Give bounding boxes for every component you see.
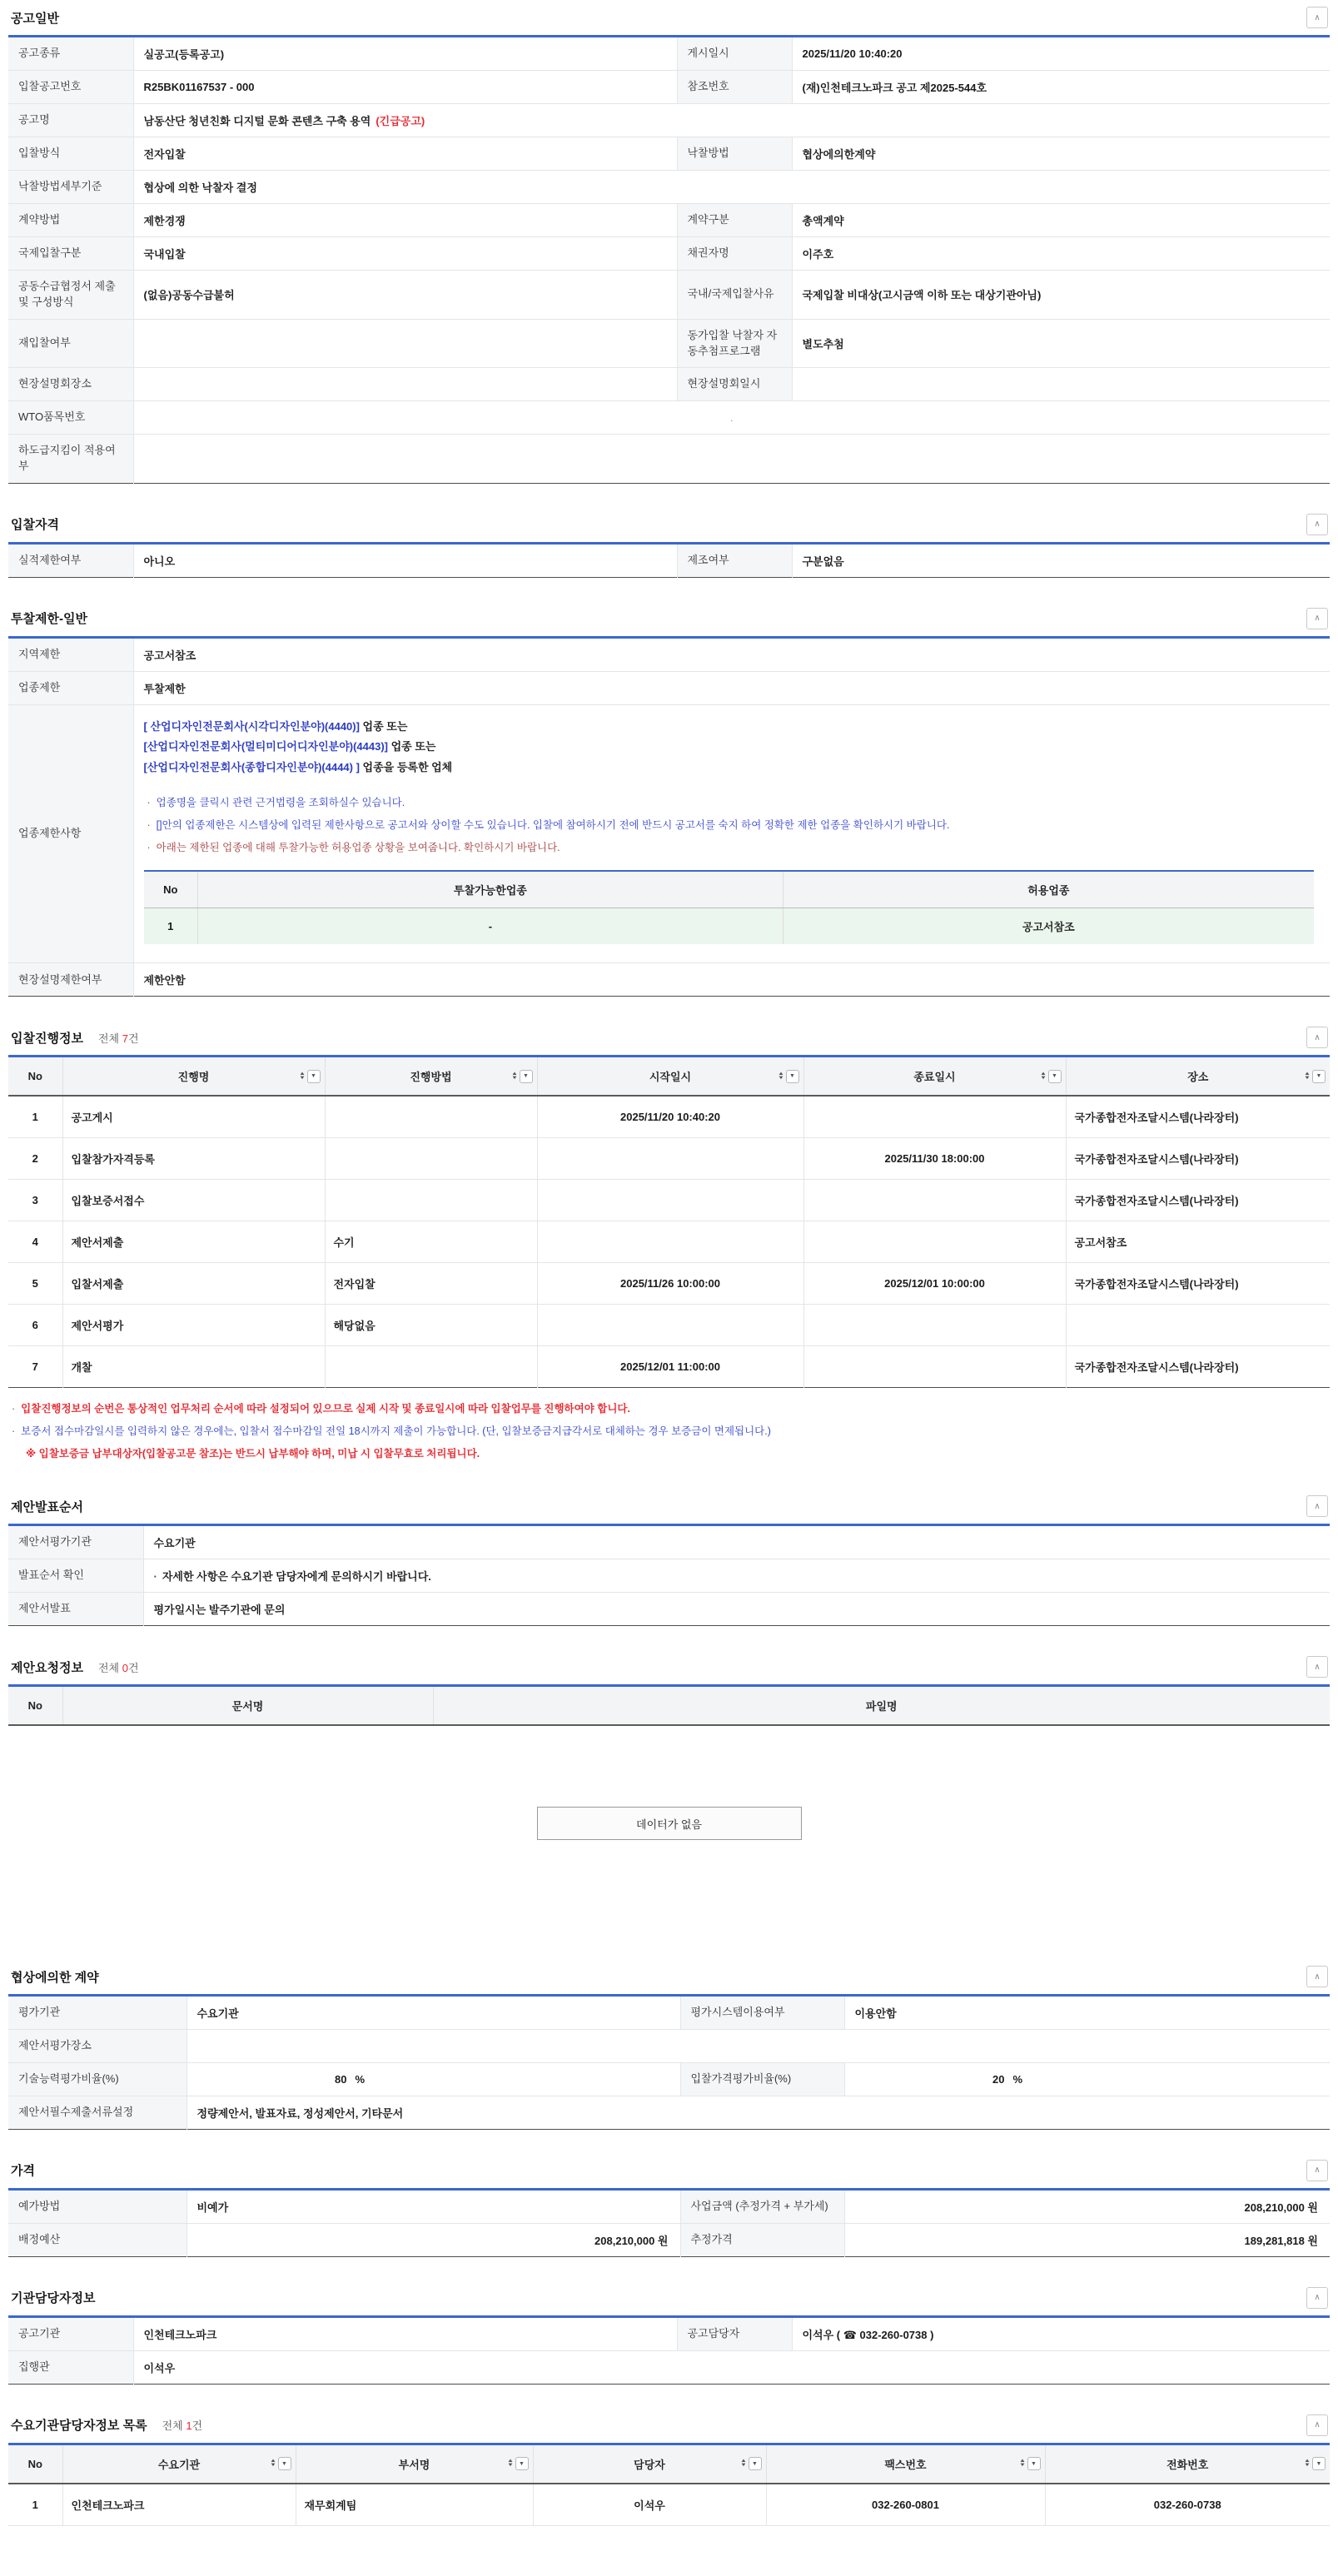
- collapse-button[interactable]: [1306, 2287, 1328, 2309]
- chevron-up-icon: ∧: [1314, 614, 1321, 624]
- field-label: 집행관: [8, 2350, 133, 2384]
- table-row: [8, 171, 1330, 204]
- field-label: 낙찰방법: [677, 137, 792, 171]
- field-value: (없음)공동수급불허: [133, 271, 677, 320]
- field-label: 입찰방식: [8, 137, 133, 171]
- sort-control[interactable]: [1305, 1070, 1326, 1083]
- column-header-no: No: [8, 1057, 62, 1097]
- field-value: 평가일시는 발주기관에 문의: [153, 1604, 286, 1617]
- column-header: 수요기관 ▲ ▼ ▼: [62, 2444, 296, 2484]
- filter-dropdown-icon[interactable]: ▼: [1048, 1070, 1062, 1083]
- industry-line-text: 업종을 등록한 업체: [359, 761, 453, 774]
- industry-link[interactable]: [산업디자인전문회사(멀티미디어디자인분야)(4443)]: [143, 740, 388, 753]
- table-row: [8, 401, 1330, 435]
- progress-notes: [8, 1388, 1330, 1465]
- collapse-button[interactable]: [1306, 1495, 1328, 1517]
- section-title-qualification: 입찰자격: [11, 518, 59, 533]
- chevron-up-icon: ∧: [1314, 1662, 1321, 1672]
- table-row: [8, 2096, 1330, 2129]
- note-line: [12, 1398, 1326, 1420]
- sort-control[interactable]: [271, 2457, 291, 2470]
- field-label: 제안서평가장소: [8, 2030, 187, 2063]
- sort-control[interactable]: [1041, 1070, 1062, 1083]
- note-text: 보증서 접수마감일시를 입력하지 않은 경우에는, 입찰서 접수마감일 전일 18시까지 제출이 가능합니다. (단, 입찰보증금지급각서로 대체하는 경우 보증금이 면제됩니다.): [21, 1425, 771, 1438]
- field-label: 제안서필수제출서류설정: [8, 2096, 187, 2129]
- collapse-button[interactable]: [1306, 608, 1328, 629]
- count-number: 1: [186, 2419, 192, 2433]
- field-label: 업종제한: [8, 671, 133, 704]
- chevron-up-icon: ∧: [1314, 2420, 1321, 2430]
- collapse-button[interactable]: [1306, 2160, 1328, 2181]
- note-text: 업종명을 클릭시 관련 근거법령을 조회하실수 있습니다.: [156, 796, 405, 808]
- filter-dropdown-icon[interactable]: ▼: [1312, 2457, 1326, 2470]
- cell-phone: 032-260-0738: [1153, 2498, 1221, 2511]
- field-value: [133, 368, 677, 401]
- bullet-icon: ·: [147, 796, 151, 808]
- field-value: 이석우: [143, 2361, 176, 2375]
- industry-line: [144, 717, 1321, 738]
- sort-control[interactable]: [512, 1070, 533, 1083]
- field-value: 실공고(등록공고): [133, 37, 677, 71]
- allowed-industry-table: [144, 870, 1314, 944]
- filter-dropdown-icon[interactable]: ▼: [1312, 1070, 1326, 1083]
- business-amount: 208,210,000 원: [844, 2189, 1330, 2223]
- section-agency-contact: [8, 2282, 1330, 2385]
- field-label: 국제입찰구분: [8, 237, 133, 271]
- table-row: 3 입찰보증서접수 국가종합전자조달시스템(나라장터): [8, 1180, 1330, 1221]
- sort-icon: ▲ ▼: [506, 2459, 514, 2469]
- filter-dropdown-icon[interactable]: ▼: [278, 2457, 291, 2470]
- field-label: 현장설명회일시: [677, 368, 792, 401]
- industry-restriction-detail: [133, 704, 1330, 963]
- field-value: 협상에의한계약: [792, 137, 1330, 171]
- section-general: [8, 2, 1330, 484]
- restriction-table: [8, 636, 1330, 997]
- table-row: [8, 368, 1330, 401]
- field-value: 제한안함: [143, 974, 186, 987]
- chevron-up-icon: ∧: [1314, 1501, 1321, 1511]
- column-header-no: No: [8, 1686, 62, 1726]
- tech-eval-ratio: 80: [335, 2072, 347, 2086]
- field-value: 협상에 의한 낙찰자 결정: [133, 171, 1330, 204]
- note-line: [144, 837, 1321, 859]
- industry-link[interactable]: [ 산업디자인전문회사(시각디자인분야)(4440)]: [143, 719, 360, 733]
- section-demand-header: [8, 2409, 1330, 2443]
- section-title-restriction: 투찰제한-일반: [11, 612, 87, 627]
- collapse-button[interactable]: [1306, 7, 1328, 28]
- field-label: 발표순서 확인: [8, 1559, 143, 1593]
- sort-icon: ▲ ▼: [777, 1071, 784, 1081]
- field-label: 공고기관: [8, 2316, 133, 2350]
- urgent-badge: (긴급공고): [376, 115, 425, 127]
- section-price-header: [8, 2155, 1330, 2188]
- total-count: 전체 1건: [162, 2419, 203, 2433]
- field-value: R25BK01167537 - 000: [133, 71, 677, 104]
- contact-with-phone: 이석우 ( ☎ 032-260-0738 ): [792, 2316, 1330, 2350]
- field-value: 별도추첨: [792, 319, 1330, 368]
- qualification-table: [8, 542, 1330, 578]
- notice-name: 남동산단 청년친화 디지털 문화 콘텐츠 구축 용역: [143, 115, 371, 127]
- table-header-row: [8, 1057, 1330, 1097]
- table-row: [8, 137, 1330, 171]
- field-value: 총액계약: [792, 204, 1330, 237]
- section-restriction-header: [8, 603, 1330, 636]
- sort-icon: ▲ ▼: [269, 2459, 276, 2469]
- field-value: 정량제안서, 발표자료, 정성제안서, 기타문서: [196, 2106, 404, 2120]
- field-label: 하도급지킴이 적용여부: [8, 435, 133, 484]
- section-title-request: 제안요청정보: [11, 1660, 83, 1675]
- field-value: 비예가: [187, 2189, 680, 2223]
- field-value: 투찰제한: [133, 671, 1330, 704]
- table-row: [8, 237, 1330, 271]
- section-title-negotiation: 협상에의한 계약: [11, 1970, 99, 1985]
- column-header: No: [144, 871, 198, 908]
- table-row: [8, 543, 1330, 577]
- field-label: 동가입찰 낙찰자 자동추첨프로그램: [677, 319, 792, 368]
- field-label: 공고종류: [8, 37, 133, 71]
- section-agency-header: [8, 2282, 1330, 2315]
- field-label: WTO품목번호: [8, 401, 133, 435]
- table-row: [8, 2223, 1330, 2256]
- count-number: 0: [122, 1661, 128, 1674]
- field-label: 참조번호: [677, 71, 792, 104]
- column-header: 투찰가능한업종: [198, 871, 783, 908]
- cell-biddable-industry: -: [198, 908, 783, 945]
- table-row: [8, 1593, 1330, 1626]
- field-value: 수요기관: [187, 1996, 680, 2030]
- count-number: 7: [122, 1032, 128, 1045]
- chevron-up-icon: ∧: [1314, 2293, 1321, 2303]
- field-label: 지역제한: [8, 637, 133, 671]
- cell-fax: 032-260-0801: [766, 2484, 1045, 2526]
- column-header: 진행명 ▲ ▼ ▼: [62, 1057, 325, 1097]
- chevron-up-icon: ∧: [1314, 1972, 1321, 1982]
- filter-dropdown-icon[interactable]: ▼: [515, 2457, 529, 2470]
- field-value: [133, 435, 1330, 484]
- table-row: [8, 435, 1330, 484]
- general-info-table: [8, 35, 1330, 484]
- table-row: [8, 2062, 1330, 2096]
- field-value: 국내입찰: [133, 237, 677, 271]
- negotiation-table: [8, 1994, 1330, 2130]
- field-value: 제한경쟁: [133, 204, 677, 237]
- chevron-up-icon: ∧: [1314, 2166, 1321, 2176]
- filter-dropdown-icon[interactable]: ▼: [749, 2457, 762, 2470]
- total-count: 전체 0건: [97, 1661, 139, 1674]
- table-row: [8, 71, 1330, 104]
- field-label: 국내/국제입찰사유: [677, 271, 792, 320]
- note-text: 입찰진행정보의 순번은 통상적인 업무처리 순서에 따라 설정되어 있으므로 실제 시작 및 종료일시에 따라 입찰업무를 진행하여야 합니다.: [21, 1403, 630, 1415]
- section-progress: [8, 1022, 1330, 1465]
- column-header: 파일명: [433, 1686, 1330, 1726]
- field-label: 사업금액 (추정가격 + 부가세): [680, 2189, 844, 2223]
- sort-control[interactable]: [508, 2457, 529, 2470]
- field-value: 2025/11/20 10:40:20: [792, 37, 1330, 71]
- field-value: · 자세한 사항은 수요기관 담당자에게 문의하시기 바랍니다.: [143, 1559, 1330, 1593]
- field-label: 제안서발표: [8, 1593, 143, 1626]
- field-value: 아니오: [133, 543, 677, 577]
- field-label: 평가기관: [8, 1996, 187, 2030]
- sort-icon: ▲ ▼: [298, 1071, 306, 1081]
- filter-dropdown-icon[interactable]: ▼: [786, 1070, 799, 1083]
- cell-no: 1: [144, 908, 198, 945]
- table-row: [8, 2030, 1330, 2063]
- section-request-info: [8, 1651, 1330, 1840]
- column-header: 문서명: [62, 1686, 433, 1726]
- table-row: 1 공고게시 2025/11/20 10:40:20 국가종합전자조달시스템(나라장터): [8, 1096, 1330, 1138]
- field-label: 공고담당자: [677, 2316, 792, 2350]
- estimated-price: 189,281,818 원: [1244, 2234, 1318, 2247]
- table-header-row: [144, 871, 1314, 908]
- section-price: [8, 2155, 1330, 2257]
- column-header: 담당자 ▲ ▼ ▼: [533, 2444, 766, 2484]
- table-row: [8, 271, 1330, 320]
- cell-contact-person: 이석우: [533, 2484, 766, 2526]
- cell-no: 1: [8, 2484, 62, 2526]
- field-value: 수요기관: [143, 1525, 1330, 1559]
- field-value: 이주호: [792, 237, 1330, 271]
- chevron-up-icon: ∧: [1314, 520, 1321, 530]
- bullet-icon: ·: [147, 841, 151, 853]
- field-value: (재)인천테크노파크 공고 제2025-544호: [792, 71, 1330, 104]
- bullet-icon: ·: [12, 1403, 16, 1415]
- industry-line: [144, 758, 1321, 778]
- field-value: 전자입찰: [133, 137, 677, 171]
- field-label: 실적제한여부: [8, 543, 133, 577]
- cell-allowed-industry: 공고서참조: [783, 908, 1314, 945]
- section-request-header: [8, 1651, 1330, 1684]
- note-text: ※ 입찰보증금 납부대상자(입찰공고문 참조)는 반드시 납부해야 하며, 미납 시 입찰무효로 처리됩니다.: [26, 1448, 480, 1460]
- section-title-demand: 수요기관담당자정보 목록: [11, 2419, 147, 2434]
- section-qualification: [8, 509, 1330, 578]
- table-row: [8, 704, 1330, 963]
- request-documents-table: [8, 1684, 1330, 1726]
- field-label: 기술능력평가비율(%): [8, 2062, 187, 2096]
- industry-line-text: 업종 또는: [359, 719, 408, 733]
- table-row: [8, 1996, 1330, 2030]
- section-title-progress: 입찰진행정보: [11, 1031, 83, 1046]
- section-progress-header: [8, 1022, 1330, 1055]
- table-row: [8, 2316, 1330, 2350]
- sort-control[interactable]: [300, 1070, 321, 1083]
- price-table: [8, 2188, 1330, 2257]
- industry-line-text: 업종 또는: [388, 740, 436, 753]
- field-value: [792, 368, 1330, 401]
- sort-icon: ▲ ▼: [1018, 2459, 1026, 2469]
- field-label: 평가시스템이용여부: [680, 1996, 844, 2030]
- field-value: 인천테크노파크: [133, 2316, 677, 2350]
- table-row: [8, 1559, 1330, 1593]
- field-label: 게시일시: [677, 37, 792, 71]
- cell-department: 재무회계팀: [296, 2484, 533, 2526]
- section-qualification-header: [8, 509, 1330, 542]
- field-value: [133, 104, 1330, 137]
- field-label: 채권자명: [677, 237, 792, 271]
- collapse-button[interactable]: [1306, 514, 1328, 535]
- section-demand-contacts: [8, 2409, 1330, 2526]
- demand-contacts-table: [8, 2443, 1330, 2526]
- field-label: 추정가격: [680, 2223, 844, 2256]
- section-title-agency: 기관담당자정보: [11, 2291, 96, 2306]
- collapse-button[interactable]: [1306, 1027, 1328, 1048]
- section-general-header: [8, 2, 1330, 35]
- restriction-notes: [144, 792, 1321, 859]
- table-row: 2 입찰참가자격등록 2025/11/30 18:00:00 국가종합전자조달시스템(나라장터): [8, 1138, 1330, 1180]
- field-label: 업종제한사항: [8, 704, 133, 963]
- sort-control[interactable]: [778, 1070, 799, 1083]
- field-value: 공고서참조: [133, 637, 1330, 671]
- table-row: [8, 319, 1330, 368]
- sort-control[interactable]: [1305, 2457, 1326, 2470]
- column-header: 허용업종: [783, 871, 1314, 908]
- field-value: 국제입찰 비대상(고시금액 이하 또는 대상기관아님): [792, 271, 1330, 320]
- price-eval-ratio: 20: [992, 2072, 1005, 2086]
- column-header: 시작일시 ▲ ▼ ▼: [537, 1057, 803, 1097]
- table-row: [8, 2484, 1330, 2526]
- field-label: 현장설명제한여부: [8, 963, 133, 997]
- note-text: []안의 업종제한은 시스템상에 입력된 제한사항으로 공고서와 상이할 수도 있습니다. 입찰에 참여하시기 전에 반드시 공고서를 숙지 하여 정확한 제한 업종을 확인하시기 바랍니다.: [156, 818, 950, 831]
- sort-icon: ▲ ▼: [1039, 1071, 1047, 1081]
- field-value: 구분없음: [802, 554, 844, 568]
- bullet-icon: ·: [153, 1570, 157, 1584]
- industry-link[interactable]: [산업디자인전문회사(종합디자인분야)(4444) ]: [143, 761, 360, 774]
- field-label: 입찰공고번호: [8, 71, 133, 104]
- column-header: 팩스번호 ▲ ▼ ▼: [766, 2444, 1045, 2484]
- table-row: 7 개찰 2025/12/01 11:00:00 국가종합전자조달시스템(나라장터): [8, 1346, 1330, 1388]
- table-row: [144, 908, 1314, 945]
- note-line: [144, 814, 1321, 837]
- section-title-presentation: 제안발표순서: [11, 1499, 83, 1514]
- sort-icon: ▲ ▼: [1304, 2459, 1311, 2469]
- cell-demand-org: 인천테크노파크: [62, 2484, 296, 2526]
- field-value: 20 %: [844, 2062, 1330, 2096]
- section-negotiation: [8, 1961, 1330, 2130]
- field-value: [133, 319, 677, 368]
- filter-dropdown-icon[interactable]: ▼: [1027, 2457, 1041, 2470]
- column-header: 전화번호 ▲ ▼ ▼: [1045, 2444, 1330, 2484]
- table-row: [8, 104, 1330, 137]
- sort-control[interactable]: [741, 2457, 762, 2470]
- industry-line: [144, 737, 1321, 758]
- table-row: 6 제안서평가 해당없음: [8, 1305, 1330, 1346]
- column-header: 부서명 ▲ ▼ ▼: [296, 2444, 533, 2484]
- collapse-button[interactable]: [1306, 1966, 1328, 1987]
- sort-icon: ▲ ▼: [739, 2459, 747, 2469]
- field-label: 현장설명회장소: [8, 368, 133, 401]
- note-line: [12, 1443, 1326, 1465]
- table-row: [8, 37, 1330, 71]
- field-label: 낙찰방법세부기준: [8, 171, 133, 204]
- field-label: 배정예산: [8, 2223, 187, 2256]
- chevron-up-icon: ∧: [1314, 1032, 1321, 1042]
- total-count: 전체 7건: [97, 1032, 139, 1045]
- section-restriction: [8, 603, 1330, 997]
- no-data-box: 데이터가 없음: [537, 1807, 802, 1840]
- field-label: 공동수급협정서 제출 및 구성방식: [8, 271, 133, 320]
- agency-contact-table: [8, 2315, 1330, 2385]
- field-label: 공고명: [8, 104, 133, 137]
- filter-dropdown-icon[interactable]: ▼: [307, 1070, 321, 1083]
- sort-control[interactable]: [1020, 2457, 1041, 2470]
- sort-icon: ▲ ▼: [510, 1071, 518, 1081]
- bullet-icon: ·: [147, 818, 151, 831]
- presentation-table: [8, 1524, 1330, 1626]
- field-label: 계약방법: [8, 204, 133, 237]
- column-header-no: No: [8, 2444, 62, 2484]
- sort-icon: ▲ ▼: [1304, 1071, 1311, 1081]
- note-line: [12, 1420, 1326, 1443]
- column-header: 종료일시 ▲ ▼ ▼: [803, 1057, 1066, 1097]
- field-value: 이용안함: [844, 1996, 1330, 2030]
- collapse-button[interactable]: [1306, 1656, 1328, 1678]
- note-line: [144, 792, 1321, 814]
- field-label: 제조여부: [677, 543, 792, 577]
- table-row: [8, 2350, 1330, 2384]
- table-header-row: [8, 1686, 1330, 1726]
- field-label: 예가방법: [8, 2189, 187, 2223]
- bullet-icon: ·: [12, 1425, 16, 1438]
- field-label: 재입찰여부: [8, 319, 133, 368]
- section-presentation: [8, 1490, 1330, 1626]
- field-value: 80 %: [187, 2062, 680, 2096]
- allocated-budget: 208,210,000 원: [187, 2223, 680, 2256]
- field-label: 제안서평가기관: [8, 1525, 143, 1559]
- field-label: 계약구분: [677, 204, 792, 237]
- column-header: 장소 ▲ ▼ ▼: [1066, 1057, 1330, 1097]
- table-row: [8, 671, 1330, 704]
- table-row: 5 입찰서제출 전자입찰 2025/11/26 10:00:00 2025/12/01 10:00:00 국가종합전자조달시스템(나라장터): [8, 1263, 1330, 1305]
- chevron-up-icon: ∧: [1314, 12, 1321, 22]
- table-row: 4 제안서제출 수기 공고서참조: [8, 1221, 1330, 1263]
- column-header: 진행방법 ▲ ▼ ▼: [325, 1057, 537, 1097]
- collapse-button[interactable]: [1306, 2414, 1328, 2436]
- table-header-row: [8, 2444, 1330, 2484]
- progress-table: [8, 1055, 1330, 1388]
- field-value: [187, 2030, 1330, 2063]
- table-row: [8, 204, 1330, 237]
- note-text: 아래는 제한된 업종에 대해 투찰가능한 허용업종 상황을 보여줍니다. 확인하시기 바랍니다.: [156, 841, 560, 853]
- table-row: [8, 963, 1330, 997]
- section-title-general: 공고일반: [11, 11, 59, 26]
- section-negotiation-header: [8, 1961, 1330, 1994]
- section-presentation-header: [8, 1490, 1330, 1524]
- table-row: [8, 637, 1330, 671]
- filter-dropdown-icon[interactable]: ▼: [520, 1070, 533, 1083]
- field-label: 입찰가격평가비율(%): [680, 2062, 844, 2096]
- table-row: [8, 1525, 1330, 1559]
- section-title-price: 가격: [11, 2164, 35, 2179]
- field-value: .: [133, 401, 1330, 435]
